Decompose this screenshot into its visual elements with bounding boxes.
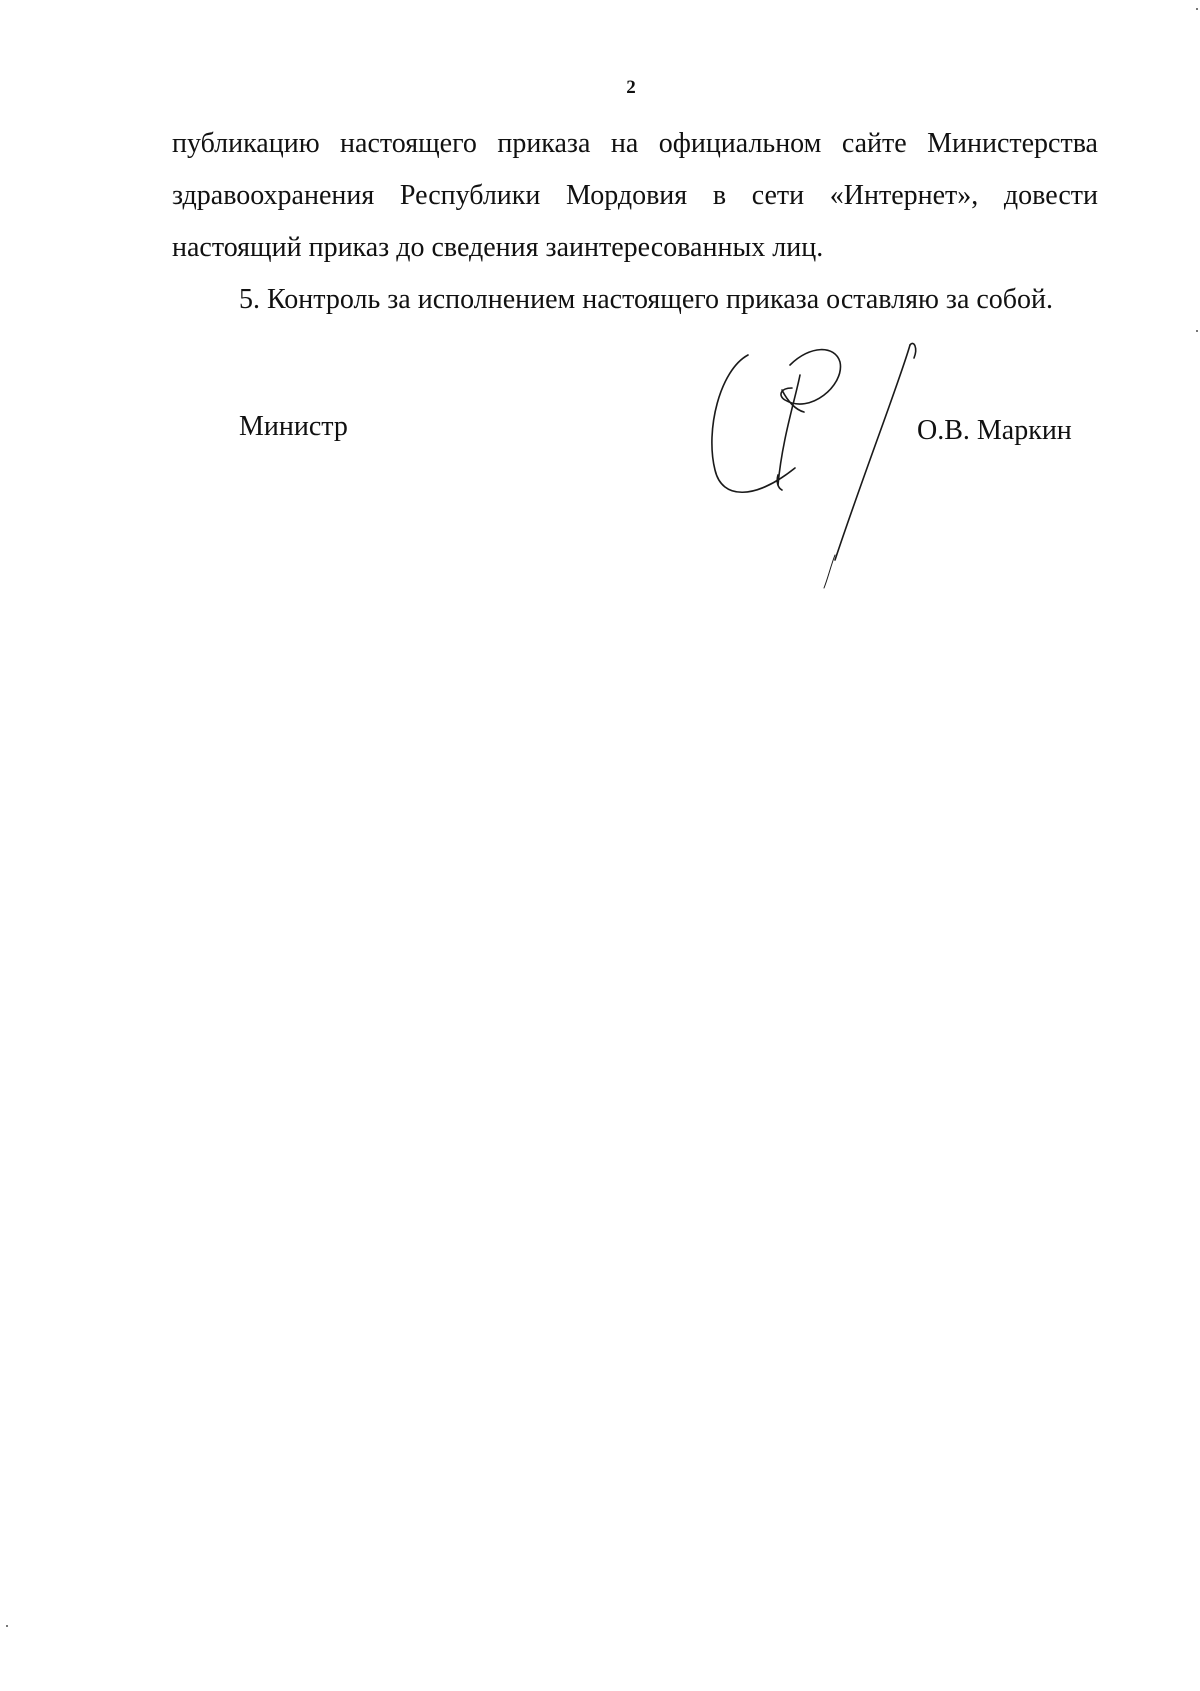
handwritten-signature xyxy=(700,340,940,590)
paragraph-5: 5. Контроль за исполнением настоящего приказа оставляю за собой. xyxy=(239,284,1054,315)
document-body xyxy=(172,118,1098,326)
scan-mark xyxy=(6,1625,8,1627)
scan-mark xyxy=(1196,8,1198,10)
signatory-name: О.В. Маркин xyxy=(917,415,1072,446)
signatory-title: Министр xyxy=(239,411,348,442)
paragraph-continuation: публикацию настоящего приказа на официальном сайте Министерства здравоохранения Республики Мордовия в сети «Интернет», довести настоящий приказ до сведения заинтересованных лиц. xyxy=(172,128,1098,263)
signature-block xyxy=(0,395,1200,445)
page-number: 2 xyxy=(626,77,636,98)
scan-mark xyxy=(1196,330,1198,332)
